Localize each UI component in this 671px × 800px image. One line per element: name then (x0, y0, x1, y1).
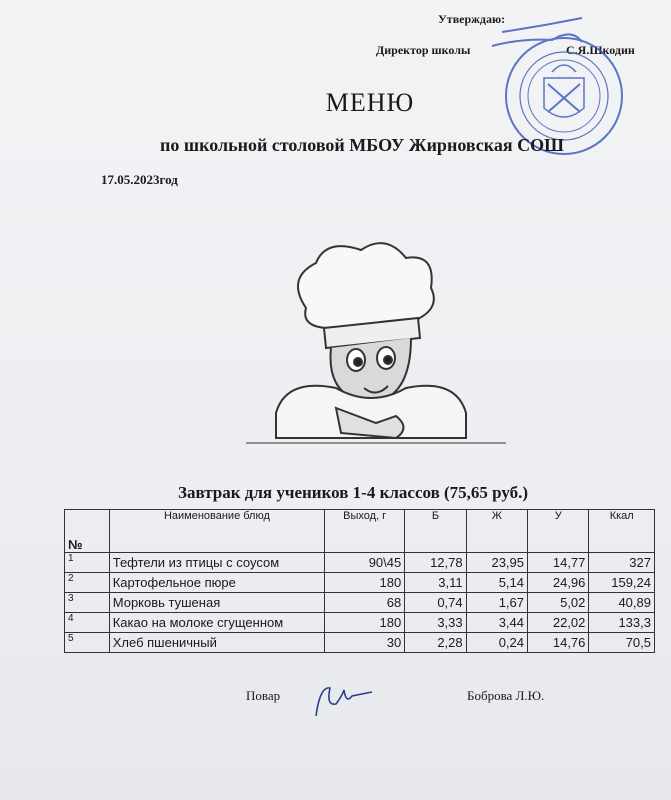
row-u: 5,02 (528, 593, 589, 613)
row-num: 3 (65, 593, 110, 613)
director-name: С.Я.Шкодин (566, 43, 635, 57)
row-output: 68 (325, 593, 405, 613)
row-kcal: 327 (589, 553, 655, 573)
breakfast-title: Завтрак для учеников 1-4 классов (75,65 руб.) (178, 483, 529, 502)
row-output: 90\45 (325, 553, 405, 573)
approve-label: Утверждаю: (438, 12, 506, 26)
row-u: 14,76 (528, 633, 589, 653)
row-dish: Тефтели из птицы с соусом (109, 553, 324, 573)
row-kcal: 40,89 (589, 593, 655, 613)
row-zh: 23,95 (466, 553, 527, 573)
header-dish: Наименование блюд (109, 510, 324, 553)
row-num: 5 (65, 633, 110, 653)
row-dish: Какао на молоке сгущенном (109, 613, 324, 633)
row-b: 0,74 (405, 593, 466, 613)
table-row (65, 573, 655, 593)
header-kcal: Ккал (589, 510, 655, 553)
row-dish: Картофельное пюре (109, 573, 324, 593)
row-u: 14,77 (528, 553, 589, 573)
row-b: 3,33 (405, 613, 466, 633)
menu-date: 17.05.2023год (101, 172, 178, 187)
row-dish: Хлеб пшеничный (109, 633, 324, 653)
row-kcal: 133,3 (589, 613, 655, 633)
table-row (65, 553, 655, 573)
row-kcal: 70,5 (589, 633, 655, 653)
school-subtitle: по школьной столовой МБОУ Жирновская СОШ (160, 135, 564, 155)
cook-signature (308, 676, 378, 726)
row-num: 2 (65, 573, 110, 593)
row-num: 4 (65, 613, 110, 633)
row-output: 30 (325, 633, 405, 653)
row-zh: 5,14 (466, 573, 527, 593)
row-b: 2,28 (405, 633, 466, 653)
table-row (65, 613, 655, 633)
cook-label: Повар (246, 688, 281, 703)
row-num: 1 (65, 553, 110, 573)
cook-name: Боброва Л.Ю. (467, 688, 545, 703)
row-kcal: 159,24 (589, 573, 655, 593)
page-title: МЕНЮ (325, 88, 415, 117)
row-b: 3,11 (405, 573, 466, 593)
director-title: Директор школы (376, 43, 471, 57)
row-output: 180 (325, 613, 405, 633)
row-b: 12,78 (405, 553, 466, 573)
row-u: 24,96 (528, 573, 589, 593)
row-dish: Морковь тушеная (109, 593, 324, 613)
menu-table (64, 509, 655, 653)
header-num: № (65, 510, 110, 553)
table-row (65, 633, 655, 653)
row-output: 180 (325, 573, 405, 593)
row-u: 22,02 (528, 613, 589, 633)
header-zh: Ж (466, 510, 527, 553)
table-header-row (65, 510, 655, 553)
row-zh: 3,44 (466, 613, 527, 633)
table-row (65, 593, 655, 613)
row-zh: 1,67 (466, 593, 527, 613)
header-b: Б (405, 510, 466, 553)
row-zh: 0,24 (466, 633, 527, 653)
header-u: У (528, 510, 589, 553)
header-output: Выход, г (325, 510, 405, 553)
chef-illustration (246, 238, 516, 458)
